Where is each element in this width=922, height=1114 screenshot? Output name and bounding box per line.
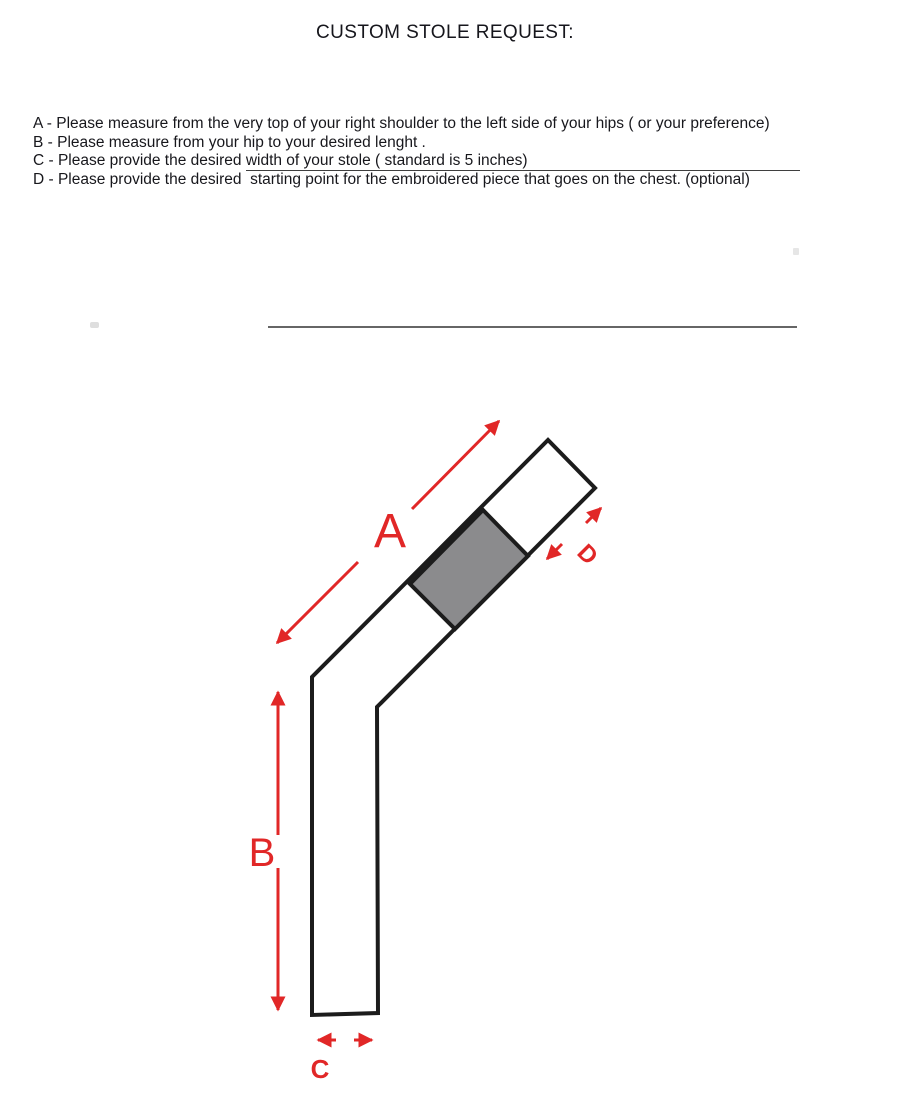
instruction-c-prefix: C - Please provide the desired (33, 152, 246, 169)
label-d: D (571, 538, 604, 571)
page-title: CUSTOM STOLE REQUEST: (316, 22, 574, 43)
label-a: A (373, 505, 407, 558)
measure-d-arrow-up (586, 508, 601, 523)
instruction-line-d: D - Please provide the desired starting point for the embroidered piece that goes on the chest. (optional) (33, 170, 750, 188)
label-c: C (310, 1054, 330, 1084)
measure-a-arrow-lower (277, 562, 358, 643)
instruction-line-a: A - Please measure from the very top of your right shoulder to the left side of your hips ( or your preference) (33, 115, 770, 132)
label-b: B (248, 831, 276, 875)
instruction-line-b: B - Please measure from your hip to your desired lenght . (33, 133, 426, 151)
measure-a-arrow-upper (412, 421, 499, 509)
instruction-c-underlined: width of your stole ( standard is 5 inches) (245, 152, 528, 169)
measure-d-arrow-down (547, 544, 562, 559)
stole-outline-shape (312, 440, 595, 1015)
